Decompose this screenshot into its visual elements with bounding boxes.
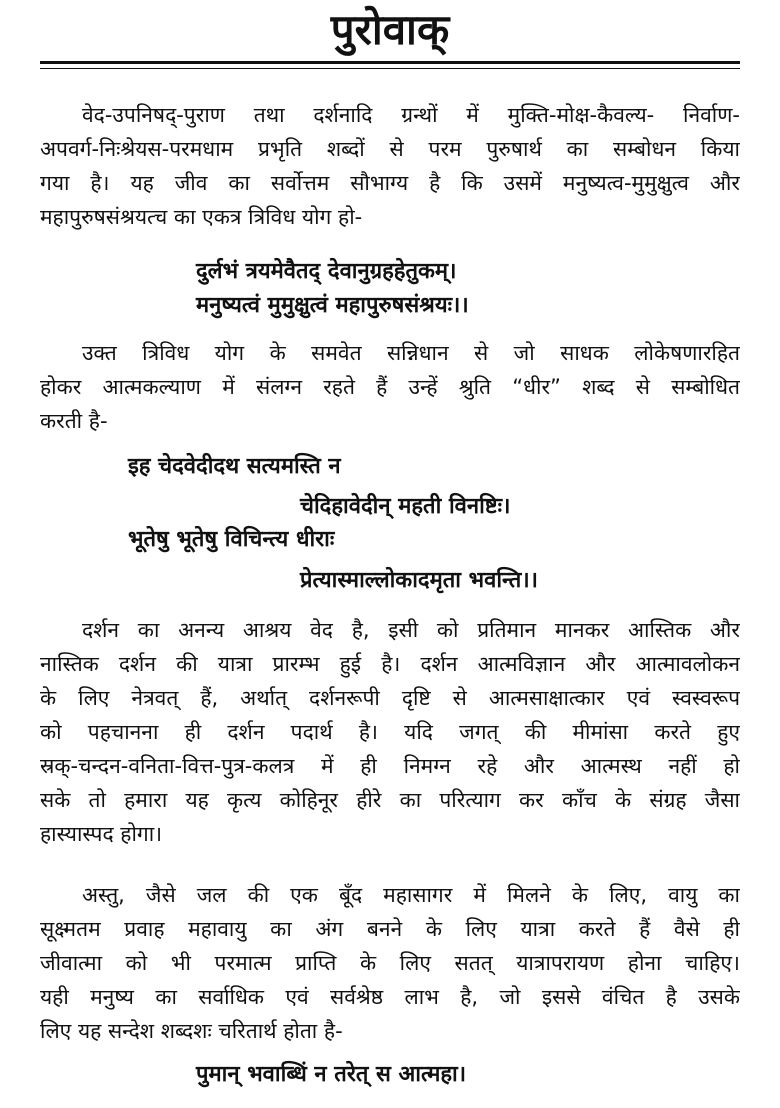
- paragraph-2: [40, 336, 740, 438]
- verse-line: पुमान् भवाब्धिं न तरेत् स आत्महा।: [196, 1062, 467, 1087]
- title-rule-thick: [40, 61, 740, 64]
- paragraph-line: उक्त त्रिविध योग के समवेत सन्निधान से जो साधक लोकेषणारहित: [82, 341, 740, 365]
- verse-line: दुर्लभं त्रयमेवैतद् देवानुग्रहहेतुकम्।: [196, 259, 457, 284]
- title-rule-thin: [40, 68, 740, 69]
- paragraph-line: सके तो हमारा यह कृत्य कोहिनूर हीरे का परित्याग कर काँच के संग्रह जैसा: [40, 788, 740, 812]
- paragraph-line: लिए यह सन्देश शब्दशः चरितार्थ होता है-: [40, 1019, 343, 1043]
- paragraph-line: दर्शन का अनन्य आश्रय वेद है, इसी को प्रतिमान मानकर आस्तिक और: [82, 618, 740, 642]
- paragraph-line: के लिए नेत्रवत् हैं, अर्थात् दर्शनरूपी दृष्टि से आत्मसाक्षात्कार एवं स्वस्वरूप: [40, 686, 740, 710]
- verse-line: चेदिहावेदीन् महती विनष्टिः।: [300, 494, 511, 519]
- paragraph-1: [40, 98, 740, 234]
- verse-line: इह चेदवेदीदथ सत्यमस्ति न: [128, 454, 341, 479]
- paragraph-line: सूक्ष्मतम प्रवाह महावायु का अंग बनने के लिए यात्रा करते हैं वैसे ही: [40, 917, 740, 941]
- paragraph-line: अपवर्ग-निःश्रेयस-परमधाम प्रभृति शब्दों से परम पुरुषार्थ का सम्बोधन किया: [40, 137, 740, 161]
- paragraph-line: करती है-: [40, 409, 108, 433]
- paragraph-line: स्रक्-चन्दन-वनिता-वित्त-पुत्र-कलत्र में ही निमग्न रहे और आत्मस्थ नहीं हो: [40, 754, 740, 778]
- paragraph-line: अस्तु, जैसे जल की एक बूँद महासागर में मिलने के लिए, वायु का: [82, 883, 740, 907]
- paragraph-line: नास्तिक दर्शन की यात्रा प्रारम्भ हुई है। दर्शन आत्मविज्ञान और आत्मावलोकन: [40, 652, 740, 676]
- paragraph-line: होकर आत्मकल्याण में संलग्न रहते हैं उन्हें श्रुति “धीर” शब्द से सम्बोधित: [40, 375, 740, 399]
- paragraph-line: हास्यास्पद होगा।: [40, 822, 163, 846]
- paragraph-line: वेद-उपनिषद्-पुराण तथा दर्शनादि ग्रन्थों में मुक्ति-मोक्ष-कैवल्य- निर्वाण-: [82, 103, 740, 127]
- paragraph-line: महापुरुषसंश्रयत्च का एकत्र त्रिविध योग हो-: [40, 205, 363, 229]
- verse-line: भूतेषु भूतेषु विचिन्त्य धीराः: [128, 527, 335, 552]
- verse-line: मनुष्यत्वं मुमुक्षुत्वं महापुरुषसंश्रयः।।: [196, 293, 469, 318]
- paragraph-line: यही मनुष्य का सर्वाधिक एवं सर्वश्रेष्ठ लाभ है, जो इससे वंचित है उसके: [40, 985, 740, 1009]
- paragraph-line: जीवात्मा को भी परमात्म प्राप्ति के लिए सतत् यात्रापरायण होना चाहिए।: [40, 951, 740, 975]
- page-title: पुरोवाक्: [330, 5, 450, 54]
- paragraph-line: को पहचानना ही दर्शन पदार्थ है। यदि जगत् की मीमांसा करते हुए: [40, 720, 740, 744]
- paragraph-3: [40, 613, 740, 851]
- paragraph-4: [40, 878, 740, 1048]
- paragraph-line: गया है। यह जीव का सर्वोत्तम सौभाग्य है कि उसमें मनुष्यत्व-मुमुक्षुत्व और: [40, 171, 740, 195]
- verse-line: प्रेत्यास्माल्लोकादमृता भवन्ति।।: [300, 568, 539, 593]
